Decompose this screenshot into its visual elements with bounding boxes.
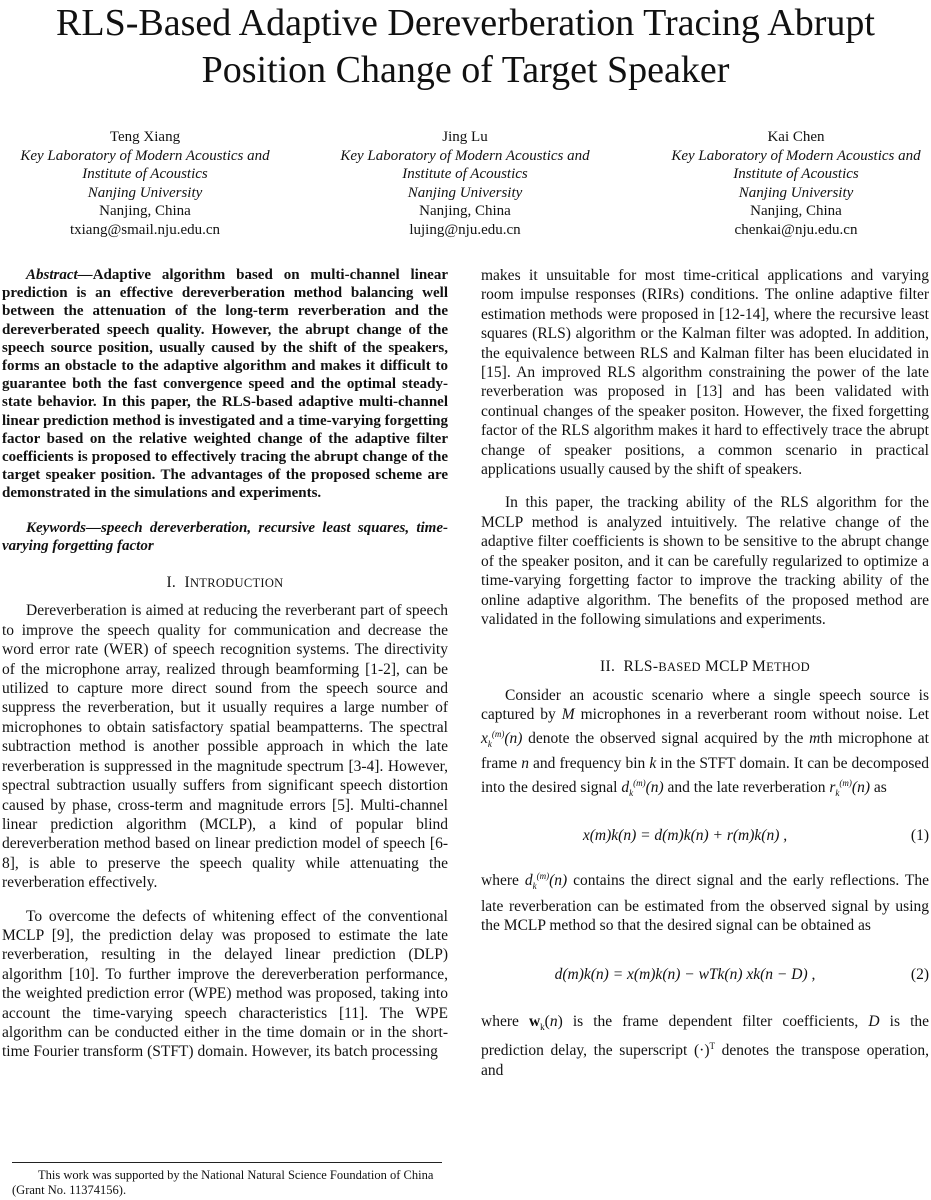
author-affiliation-3: Nanjing University — [407, 184, 523, 201]
text-run: ) is the frame dependent filter coefficients, — [557, 1012, 869, 1030]
author-city: Nanjing, China — [750, 203, 842, 219]
math-symbol: w — [528, 1012, 541, 1030]
abstract-body: Adaptive algorithm based on multi-channel linear prediction is an effective dereverberation method balancing well between the attenuation of the long-term reverberation and the dereverberated speech quality. However, the abrupt change of the speech source position, usually caused by the shift of the speakers, forms an obstacle to the adaptive algorithm and makes it difficult to guarantee both the fast convergence speed and the optimal steady-state behavior. In this paper, the RLS-based adaptive multi-channel linear prediction method is investigated and a time-varying forgetting factor based on the relative weighted change of the adaptive filter coefficients is proposed to effectively tracing the abrupt change of the target speaker position. The advantages of the proposed scheme are demonstrated in the simulations and experiments. — [2, 267, 448, 502]
author-affiliation-2: Institute of Acoustics — [82, 166, 208, 182]
left-column — [2, 266, 448, 1062]
text-run: where — [481, 872, 525, 890]
text-run: denotes the transpose operation, and — [481, 1042, 929, 1079]
math-x-k-m — [481, 730, 522, 747]
author-2 — [320, 128, 610, 239]
math-symbol: m — [809, 729, 821, 747]
intro-paragraph-3: In this paper, the tracking ability of the RLS algorithm for the MCLP method is analyzed intuitively. The relative change of the adaptive filter coefficients is shown to be sensitive to the abrupt change of the speaker positon, and it can be carefully regularized to optimize a time-varying forgetting factor to improve the tracking ability of the online adaptive algorithm. The benefits of the proposed method are validated in the following simulations and experiments. — [481, 494, 929, 628]
text-run: denote the observed signal acquired by the — [522, 729, 810, 747]
right-column — [481, 266, 929, 1080]
math-argument: (n) — [504, 729, 523, 747]
text-run: microphones in a reverberant room without noise. Let — [574, 706, 930, 724]
section-heading-introduction — [2, 573, 448, 593]
text-run: ( — [544, 1012, 550, 1030]
author-affiliation-3: Nanjing University — [738, 184, 854, 201]
text-run: contains the direct signal and the early reflections. The late reverberation can be estimated from the observed signal by using the MCLP method so that the desired signal can be obtained as — [481, 872, 929, 935]
math-symbol: n — [549, 1012, 558, 1030]
method-paragraph-1 — [481, 686, 929, 804]
math-superscript: (m) — [491, 728, 505, 739]
math-subscript: k — [532, 881, 537, 892]
author-affiliation-1: Key Laboratory of Modern Acoustics and — [340, 147, 590, 164]
equation-1-body: x(m)k(n) = d(m)k(n) + r(m)k(n) , — [582, 827, 788, 845]
method-paragraph-3 — [481, 1012, 929, 1080]
text-run: and the late reverberation — [663, 778, 830, 796]
math-subscript: k — [487, 738, 492, 749]
section-title-rest: NTRODUCTION — [189, 576, 284, 591]
math-argument: (n) — [851, 778, 870, 796]
section-number: II. — [600, 658, 616, 676]
author-email: lujing@nju.edu.cn — [409, 221, 521, 238]
math-superscript: T — [709, 1041, 715, 1052]
math-symbol: d — [524, 872, 533, 890]
equation-1 — [481, 819, 929, 853]
title-line-1: RLS-Based Adaptive Dereverberation Tracing Abrupt — [56, 2, 875, 44]
section-title-part: ETHOD — [766, 660, 810, 675]
author-affiliation-3: Nanjing University — [87, 184, 203, 201]
math-symbol: D — [868, 1012, 880, 1030]
author-city: Nanjing, China — [99, 203, 191, 219]
intro-paragraph-2: To overcome the defects of whitening effect of the conventional MCLP [9], the prediction delay was proposed to estimate the late reverberation, resulting in the delayed linear prediction (DLP) algorithm [10]. To further improve the dereverberation performance, the weighted prediction error (WPE) method was proposed, taking into account the time-varying speech characteristics [11]. The WPE algorithm can be conducted either in the time domain or in the short-time Fourier transform (STFT) domain. However, its batch processing — [2, 907, 448, 1061]
section-title-initial: I — [184, 574, 190, 592]
math-subscript: k — [540, 1021, 545, 1032]
math-subscript: k — [629, 787, 634, 798]
math-symbol: d — [621, 778, 630, 796]
author-name: Kai Chen — [767, 129, 825, 145]
section-title-part: MCLP M — [704, 658, 767, 676]
equation-2 — [481, 958, 929, 992]
text-run: as — [869, 778, 887, 796]
text-run: th microphone at frame — [481, 729, 929, 773]
footnote-text: This work was supported by the National Natural Science Foundation of China (Grant No. 11374156). — [12, 1168, 434, 1197]
author-email: chenkai@nju.edu.cn — [734, 221, 858, 238]
author-affiliation-2: Institute of Acoustics — [733, 166, 859, 182]
math-symbol: n — [521, 755, 529, 773]
footnote — [12, 1168, 452, 1198]
intro-paragraph-1: Dereverberation is aimed at reducing the reverberant part of speech to improve the speech quality for communication and decrease the word error rate (WER) of speech recognition systems. The directivity of the microphone array, realized through beamforming [1-2], can be utilized to capture more direct sound from the speech source and suppress the reverberation, but it usually requires a large number of microphones to obtain satisfactory spatial beampatterns. The spectral subtraction method is another possible approach in which the late reverberation is suppressed in the magnitude spectrum [3-4]. However, spectral subtraction usually suffers from significant speech distortion caused by phase, cross-term and magnitude errors [5]. Multi-channel linear prediction algorithm (MCLP), a kind of popular blind dereverberation method based on linear prediction model of speech [6-8], is able to preserve the speech quality while attenuating the reverberation effectively. — [2, 602, 448, 892]
author-city: Nanjing, China — [419, 203, 511, 219]
math-superscript: (m) — [633, 777, 646, 788]
text-run: Consider an acoustic scenario where a single speech source is captured by — [481, 686, 929, 724]
text-run: and frequency bin — [528, 755, 650, 773]
author-name: Jing Lu — [442, 129, 488, 145]
section-title-part: RLS- — [623, 658, 659, 676]
math-d-k-m — [524, 871, 568, 892]
math-symbol: r — [829, 778, 836, 796]
math-subscript: k — [835, 787, 840, 798]
author-affiliation-2: Institute of Acoustics — [402, 166, 528, 182]
title-line-2: Position Change of Target Speaker — [201, 49, 730, 91]
section-number: I. — [166, 574, 177, 592]
section-heading-method — [481, 657, 929, 677]
text-run: is the prediction delay, the superscript (·) — [481, 1012, 929, 1060]
math-symbol: k — [649, 755, 657, 773]
text-run: where — [481, 1012, 529, 1030]
author-name: Teng Xiang — [109, 129, 181, 145]
author-affiliation-1: Key Laboratory of Modern Acoustics and — [671, 147, 921, 164]
intro-paragraph-2-continued: makes it unsuitable for most time-critical applications and varying room impulse responses (RIRs) conditions. The online adaptive filter estimation methods were proposed in [12-14], where the recursive least squares (RLS) algorithm or the Kalman filter was adopted. In addition, the equivalence between RLS and Kalman filter has been elucidated in [15]. An improved RLS algorithm constraining the power of the late reverberation was proposed in [13] and has been validated with continual changes of the speaker positon. However, the fixed forgetting factor of the RLS algorithm makes it hard to effectively trace the abrupt change of speaker positions, a common scenario in practical applications usually caused by the shift of speakers. — [481, 267, 929, 479]
equation-2-body: d(m)k(n) = x(m)k(n) − wTk(n) xk(n − D) , — [554, 965, 816, 983]
keywords: Keywords—speech dereverberation, recursive least squares, time-varying forgetting factor — [2, 519, 448, 554]
method-paragraph-2 — [481, 867, 929, 935]
math-r-k-m — [829, 779, 870, 796]
author-email: txiang@smail.nju.edu.cn — [69, 221, 221, 238]
author-1 — [0, 128, 290, 239]
math-superscript: (m) — [536, 871, 550, 882]
math-argument: (n) — [645, 778, 664, 796]
abstract-lead: Abstract— — [26, 267, 93, 283]
paper-title — [0, 0, 931, 94]
math-symbol: x — [481, 729, 488, 747]
equation-2-number: (2) — [910, 965, 929, 983]
math-d-k-m — [621, 779, 663, 796]
author-3 — [651, 128, 931, 239]
math-symbol: M — [561, 706, 575, 724]
abstract — [2, 266, 448, 503]
math-argument: (n) — [549, 872, 568, 890]
footnote-rule — [12, 1162, 442, 1163]
equation-1-number: (1) — [910, 827, 929, 845]
section-title-part: BASED — [658, 660, 701, 675]
math-superscript: (m) — [839, 777, 852, 788]
author-affiliation-1: Key Laboratory of Modern Acoustics and — [20, 147, 270, 164]
text-run: in the STFT domain. It can be decomposed into the desired signal — [481, 755, 930, 796]
